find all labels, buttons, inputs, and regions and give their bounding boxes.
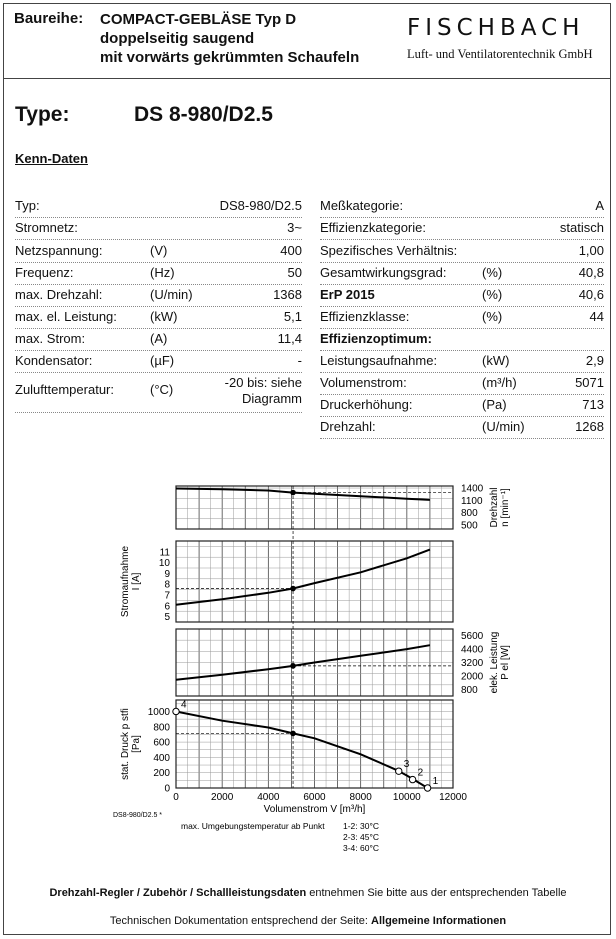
spec-unit: (%) [482, 309, 503, 324]
spec-value: 2,9 [585, 353, 604, 368]
y-tick-label: 6 [164, 601, 170, 613]
spec-label: Stromnetz: [15, 220, 78, 235]
y-tick-label: 10 [158, 558, 170, 570]
y-axis-label: n [min⁻¹] [500, 488, 511, 527]
numbered-point-label: 2 [417, 767, 424, 779]
spec-value: statisch [559, 220, 604, 235]
spec-label: Frequenz: [15, 265, 74, 280]
y-axis-label: elek. Leistung [489, 631, 500, 694]
spec-label: max. Drehzahl: [15, 287, 103, 302]
series-title-line: mit vorwärts gekrümmten Schaufeln [100, 49, 360, 66]
y-axis-label: I [A] [131, 572, 142, 591]
spec-label: max. el. Leistung: [15, 309, 117, 324]
spec-value: 1268 [575, 419, 604, 434]
spec-label: Meßkategorie: [320, 198, 404, 213]
spec-value: 400 [280, 243, 302, 258]
y-tick-label: 9 [164, 568, 170, 580]
y-tick-label: 400 [153, 752, 170, 764]
temperature-note-line: 3-4: 60°C [343, 843, 380, 853]
spec-unit: (m³/h) [482, 375, 517, 390]
logo-subtitle: Luft- und Ventilatorentechnik GmbH [407, 47, 593, 61]
y-axis-label: P el [W] [500, 645, 511, 680]
spec-label: Drehzahl: [320, 419, 376, 434]
spec-label: Typ: [15, 198, 40, 213]
spec-value: -20 bis: siehe [224, 375, 302, 390]
spec-label: Effizienzkategorie: [320, 220, 426, 235]
y-tick-label: 8 [164, 579, 170, 591]
y-tick-label: 4400 [461, 644, 484, 656]
y-tick-label: 5 [164, 612, 170, 624]
y-tick-label: 1400 [461, 483, 484, 495]
spec-unit: (µF) [150, 353, 175, 368]
spec-value: A [595, 198, 604, 213]
spec-label: Gesamtwirkungsgrad: [320, 265, 447, 280]
y-tick-label: 0 [164, 783, 170, 795]
spec-value: 50 [287, 265, 302, 280]
footer-line-1 [0, 887, 616, 899]
spec-value: 1368 [273, 287, 302, 302]
y-tick-label: 1000 [147, 706, 170, 718]
y-tick-label: 800 [153, 722, 170, 734]
spec-label: Kondensator: [15, 353, 93, 368]
spec-label: ErP 2015 [320, 287, 375, 302]
footer-bold-text: Drehzahl-Regler / Zubehör / Schallleistungsdaten [49, 887, 307, 899]
spec-value: 40,6 [578, 287, 604, 302]
y-tick-label: 1100 [461, 495, 483, 507]
spec-label: max. Strom: [15, 331, 86, 346]
x-tick-label: 6000 [303, 792, 326, 803]
spec-unit: (U/min) [482, 419, 525, 434]
spec-label: Druckerhöhung: [320, 397, 413, 412]
y-tick-label: 800 [461, 508, 478, 520]
numbered-point-label: 1 [432, 776, 439, 787]
x-tick-label: 8000 [349, 792, 372, 803]
spec-value: 40,8 [578, 265, 604, 280]
spec-unit: (kW) [150, 309, 178, 324]
logo-wordmark: FISCHBACH [407, 15, 585, 41]
spec-unit: (U/min) [150, 287, 193, 302]
series-label: Baureihe: [14, 10, 84, 27]
spec-label: Netzspannung: [15, 243, 103, 258]
y-tick-label: 5600 [461, 631, 484, 643]
numbered-point-marker [424, 785, 430, 791]
spec-value: DS8-980/D2.5 [219, 198, 302, 213]
spec-unit: (°C) [150, 382, 174, 397]
x-axis-label: Volumenstrom V [m³/h] [263, 804, 366, 815]
spec-unit: (%) [482, 265, 503, 280]
x-tick-label: 2000 [211, 792, 234, 803]
numbered-point-marker [409, 776, 415, 782]
footer-text: Technischen Dokumentation entsprechend der Seite: [109, 915, 372, 927]
y-axis-label: stat. Druck p stfi [120, 708, 131, 780]
x-tick-label: 0 [173, 792, 179, 803]
spec-label: Effizienzklasse: [320, 309, 410, 324]
numbered-point-label: 3 [403, 759, 410, 771]
spec-label: Leistungsaufnahme: [320, 353, 438, 368]
temperature-note-line: 1-2: 30°C [343, 821, 380, 831]
footer-line-2 [0, 915, 616, 927]
y-tick-label: 7 [164, 590, 170, 602]
spec-value: Diagramm [242, 391, 302, 406]
y-axis-label: [Pa] [131, 735, 142, 753]
spec-label: Spezifisches Verhältnis: [320, 243, 458, 258]
y-tick-label: 3200 [461, 658, 484, 669]
spec-value: 713 [582, 397, 604, 412]
y-tick-label: 11 [159, 547, 170, 559]
y-tick-label: 500 [461, 520, 478, 532]
spec-value: 11,4 [277, 331, 302, 346]
model-label: DS8-980/D2.5 * [113, 812, 163, 819]
y-axis-label: Stromaufnahme [120, 545, 131, 618]
y-tick-label: 2000 [461, 671, 484, 683]
footer-text: entnehmen Sie bitte aus der entsprechenden Tabelle [306, 887, 567, 899]
spec-value: 5,1 [283, 309, 302, 324]
spec-label: Effizienzoptimum: [320, 331, 432, 346]
numbered-point-marker [396, 768, 402, 774]
x-tick-label: 10000 [392, 792, 421, 803]
footer-bold-text: Allgemeine Informationen [371, 915, 507, 927]
x-tick-label: 4000 [257, 792, 280, 803]
spec-unit: (A) [150, 331, 168, 346]
temperature-note-line: 2-3: 45°C [343, 832, 380, 842]
spec-unit: (Hz) [150, 265, 175, 280]
type-label: Type: [15, 103, 70, 126]
spec-unit: (V) [150, 243, 168, 258]
spec-value: 5071 [575, 375, 604, 390]
spec-unit: (Pa) [482, 397, 507, 412]
numbered-point-label: 4 [181, 699, 187, 711]
spec-unit: (%) [482, 287, 503, 302]
y-tick-label: 200 [153, 768, 170, 780]
numbered-point-marker [173, 708, 179, 714]
spec-label: Zulufttemperatur: [15, 382, 114, 397]
temperature-note-title: max. Umgebungstemperatur ab Punkt [181, 821, 325, 831]
x-tick-label: 12000 [439, 792, 467, 803]
spec-value: 1,00 [578, 243, 604, 258]
series-title-line: COMPACT-GEBLÄSE Typ D [100, 11, 297, 28]
y-tick-label: 600 [153, 737, 170, 749]
spec-value: 44 [589, 309, 604, 324]
spec-value: 3~ [287, 220, 302, 235]
type-value: DS 8-980/D2.5 [134, 103, 273, 126]
spec-label: Volumenstrom: [320, 375, 407, 390]
section-title: Kenn-Daten [15, 151, 88, 166]
spec-value: - [297, 353, 302, 368]
series-title-line: doppelseitig saugend [100, 30, 255, 47]
y-axis-label: Drehzahl [489, 487, 500, 528]
y-tick-label: 800 [461, 684, 478, 696]
spec-unit: (kW) [482, 353, 510, 368]
